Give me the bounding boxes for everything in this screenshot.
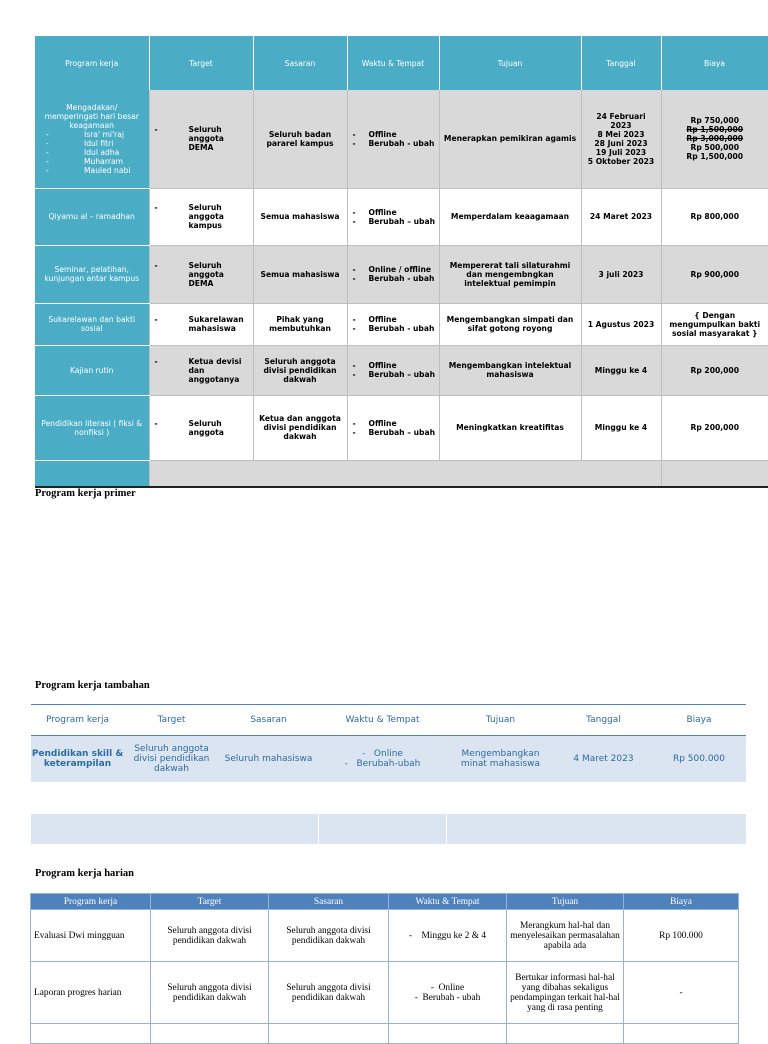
tujuan-cell: Menerapkan pemikiran agamis	[439, 90, 581, 188]
list-item: - Berubah - ubah	[414, 992, 481, 1003]
tujuan-cell: Bertukar informasi hal-hal yang dibahas sekaligus pendampingan terkait hal-hal yang di rasa penting	[507, 962, 624, 1024]
cost-line: Rp 1,500,000	[686, 152, 744, 162]
empty-cell	[269, 1024, 389, 1044]
list-item: - Online	[362, 748, 403, 759]
cost-line-struck: Rp 1,500,000	[686, 125, 744, 135]
program-cell: Seminar, pelatihan, kunjungan antar kampus	[35, 245, 149, 303]
program-cell: Laporan progres harian	[31, 962, 151, 1024]
target-cell	[149, 245, 253, 303]
target-cell	[149, 303, 253, 345]
biaya-cell: Rp 100.000	[624, 910, 739, 962]
target-cell	[149, 90, 253, 188]
date-line: 24 Februari 2023	[596, 111, 646, 130]
waktu-cell	[347, 303, 439, 345]
tanggal-cell: Minggu ke 4	[581, 345, 661, 395]
list-item: - Online / offline	[351, 265, 436, 274]
list-item: - Ketua devisi dan anggotanya	[153, 357, 250, 384]
waktu-cell	[347, 90, 439, 188]
list-item: - Sukarelawan mahasiswa	[153, 315, 250, 333]
target-cell	[149, 395, 253, 460]
cost-line: Rp 500,000	[690, 143, 739, 153]
empty-cell	[31, 782, 746, 814]
list-item: - Offline	[351, 208, 436, 217]
list-item: - Mauled nabi	[44, 166, 146, 175]
table-row	[31, 962, 739, 1024]
header-biaya: Biaya	[661, 36, 768, 90]
empty-row	[31, 1024, 739, 1044]
biaya-cell: { Dengan mengumpulkan bakti sosial masyarakat }	[661, 303, 768, 345]
waktu-cell	[347, 245, 439, 303]
empty-cell	[389, 1024, 507, 1044]
biaya-cell: Rp 800,000	[661, 188, 768, 245]
tanggal-cell	[581, 90, 661, 188]
table-row	[35, 188, 768, 245]
list-item: - Online	[430, 982, 465, 993]
empty-row	[31, 814, 746, 844]
sasaran-cell: Seluruh anggota divisi pendidikan dakwah	[269, 962, 389, 1024]
sasaran-cell: Seluruh anggota divisi pendidikan dakwah	[253, 345, 347, 395]
empty-cell	[31, 814, 319, 844]
list-item: - Berubah - ubah	[351, 274, 436, 283]
empty-cell	[624, 1024, 739, 1044]
program-cell: Qiyamu al – ramadhan	[35, 188, 149, 245]
tujuan-cell: Mengembangkan simpati dan sifat gotong royong	[439, 303, 581, 345]
sasaran-cell: Seluruh mahasiswa	[219, 736, 319, 782]
header-program-kerja: Program kerja	[31, 894, 151, 910]
header-program-kerja: Program kerja	[31, 705, 125, 736]
tanggal-cell: 1 Agustus 2023	[581, 303, 661, 345]
sasaran-cell: Ketua dan anggota divisi pendidikan dakwah	[253, 395, 347, 460]
header-target: Target	[151, 894, 269, 910]
target-cell: Seluruh anggota divisi pendidikan dakwah	[125, 736, 219, 782]
sasaran-cell: Seluruh anggota divisi pendidikan dakwah	[269, 910, 389, 962]
list-item: - Berubah - ubah	[351, 139, 436, 148]
waktu-cell	[389, 962, 507, 1024]
empty-cell	[149, 460, 661, 487]
empty-cell	[151, 1024, 269, 1044]
holiday-list	[38, 130, 146, 175]
list-item: - Offline	[351, 419, 436, 428]
biaya-cell: -	[624, 962, 739, 1024]
sasaran-cell: Semua mahasiswa	[253, 245, 347, 303]
list-item: - Offline	[351, 361, 436, 370]
program-cell: Kajian rutin	[35, 345, 149, 395]
list-item: - Offline	[351, 315, 436, 324]
daily-table-caption: Program kerja harian	[35, 868, 134, 879]
list-item: - Offline	[351, 130, 436, 139]
table-row	[35, 245, 768, 303]
cost-line: Rp 750,000	[690, 116, 739, 126]
empty-cell	[661, 460, 768, 487]
tanggal-cell: 3 juli 2023	[581, 245, 661, 303]
date-line: 19 Juli 2023	[595, 147, 647, 157]
header-biaya: Biaya	[653, 705, 746, 736]
table-row	[35, 345, 768, 395]
program-cell: Pendidikan skill & keterampilan	[31, 736, 125, 782]
target-cell: Seluruh anggota divisi pendidikan dakwah	[151, 962, 269, 1024]
cost-line-struck: Rp 3,000,000	[686, 134, 744, 144]
sasaran-cell: Semua mahasiswa	[253, 188, 347, 245]
header-sasaran: Sasaran	[269, 894, 389, 910]
biaya-cell: Rp 900,000	[661, 245, 768, 303]
header-biaya: Biaya	[624, 894, 739, 910]
sasaran-cell: Pihak yang membutuhkan	[253, 303, 347, 345]
program-line: keagamaan	[69, 120, 114, 130]
empty-cell	[31, 1024, 151, 1044]
table-header-row	[35, 36, 768, 90]
empty-cell	[319, 814, 447, 844]
tanggal-cell: Minggu ke 4	[581, 395, 661, 460]
empty-cell	[507, 1024, 624, 1044]
header-waktu-tempat: Waktu & Tempat	[347, 36, 439, 90]
tanggal-cell: 4 Maret 2023	[555, 736, 653, 782]
biaya-cell	[661, 90, 768, 188]
header-target: Target	[125, 705, 219, 736]
biaya-cell: Rp 200,000	[661, 395, 768, 460]
table-row	[35, 395, 768, 460]
biaya-cell: Rp 500.000	[653, 736, 746, 782]
list-item: - Berubah – ubah	[351, 217, 436, 226]
empty-row	[31, 782, 746, 814]
header-sasaran: Sasaran	[219, 705, 319, 736]
list-item: - Berubah – ubah	[351, 428, 436, 437]
biaya-cell: Rp 200,000	[661, 345, 768, 395]
table-row	[31, 910, 739, 962]
tujuan-cell: Memperdalam keaagamaan	[439, 188, 581, 245]
target-cell: Seluruh anggota divisi pendidikan dakwah	[151, 910, 269, 962]
header-waktu-tempat: Waktu & Tempat	[389, 894, 507, 910]
empty-row	[35, 460, 768, 487]
table-row	[35, 303, 768, 345]
waktu-cell	[319, 736, 447, 782]
header-program-kerja: Program kerja	[35, 36, 149, 90]
tujuan-cell: Mengembangkan intelektual mahasiswa	[439, 345, 581, 395]
program-cell: Pendidikan literasi ( fiksi & nonfiksi )	[35, 395, 149, 460]
additional-table-caption: Program kerja tambahan	[35, 680, 150, 691]
target-cell	[149, 345, 253, 395]
list-item: - Berubah - ubah	[351, 324, 436, 333]
waktu-cell	[347, 345, 439, 395]
empty-cell	[35, 460, 149, 487]
date-line: 5 Oktober 2023	[587, 156, 655, 166]
program-cell: Sukarelawan dan bakti sosial	[35, 303, 149, 345]
table-row	[35, 90, 768, 188]
empty-cell	[447, 814, 746, 844]
header-tanggal: Tanggal	[555, 705, 653, 736]
list-item: - Seluruh anggota DEMA	[153, 125, 250, 152]
tujuan-cell: Mengembangkan minat mahasiswa	[447, 736, 555, 782]
primary-table-caption: Program kerja primer	[35, 488, 136, 499]
additional-program-table	[30, 704, 746, 844]
list-item: - Berubah-ubah	[344, 758, 421, 769]
list-item: - Idul fitri	[44, 139, 146, 148]
table-header-row	[31, 894, 739, 910]
primary-program-table	[35, 36, 768, 488]
list-item: - Isra' mi'raj	[44, 130, 146, 139]
program-cell: Evaluasi Dwi mingguan	[31, 910, 151, 962]
header-tujuan: Tujuan	[447, 705, 555, 736]
target-cell	[149, 188, 253, 245]
table-header-row	[31, 705, 746, 736]
waktu-cell	[347, 395, 439, 460]
program-line: Mengadakan/	[66, 102, 118, 112]
list-item: - Berubah – ubah	[351, 370, 436, 379]
list-item: - Idul adha	[44, 148, 146, 157]
date-line: 8 Mei 2023	[597, 129, 645, 139]
header-tujuan: Tujuan	[507, 894, 624, 910]
header-target: Target	[149, 36, 253, 90]
tujuan-cell: Mempererat tali silaturahmi dan mengembngkan intelektual pemimpin	[439, 245, 581, 303]
header-waktu-tempat: Waktu & Tempat	[319, 705, 447, 736]
tujuan-cell: Meningkatkan kreatifitas	[439, 395, 581, 460]
waktu-cell	[389, 910, 507, 962]
table-row	[31, 736, 746, 782]
sasaran-cell: Seluruh badan pararel kampus	[253, 90, 347, 188]
tujuan-cell: Merangkum hal-hal dan menyelesaikan permasalahan apabila ada	[507, 910, 624, 962]
header-tanggal: Tanggal	[581, 36, 661, 90]
list-item: - Seluruh anggota kampus	[153, 203, 250, 230]
list-item: - Seluruh anggota DEMA	[153, 261, 250, 288]
tanggal-cell: 24 Maret 2023	[581, 188, 661, 245]
list-item: - Seluruh anggota	[153, 419, 250, 437]
daily-program-table	[30, 893, 739, 1044]
date-line: 28 Juni 2023	[594, 138, 648, 148]
header-tujuan: Tujuan	[439, 36, 581, 90]
program-line: memperingati hari besar	[44, 111, 139, 121]
list-item: - Muharram	[44, 157, 146, 166]
waktu-cell	[347, 188, 439, 245]
header-sasaran: Sasaran	[253, 36, 347, 90]
program-cell	[35, 90, 149, 188]
list-item: - Minggu ke 2 & 4	[408, 930, 487, 941]
